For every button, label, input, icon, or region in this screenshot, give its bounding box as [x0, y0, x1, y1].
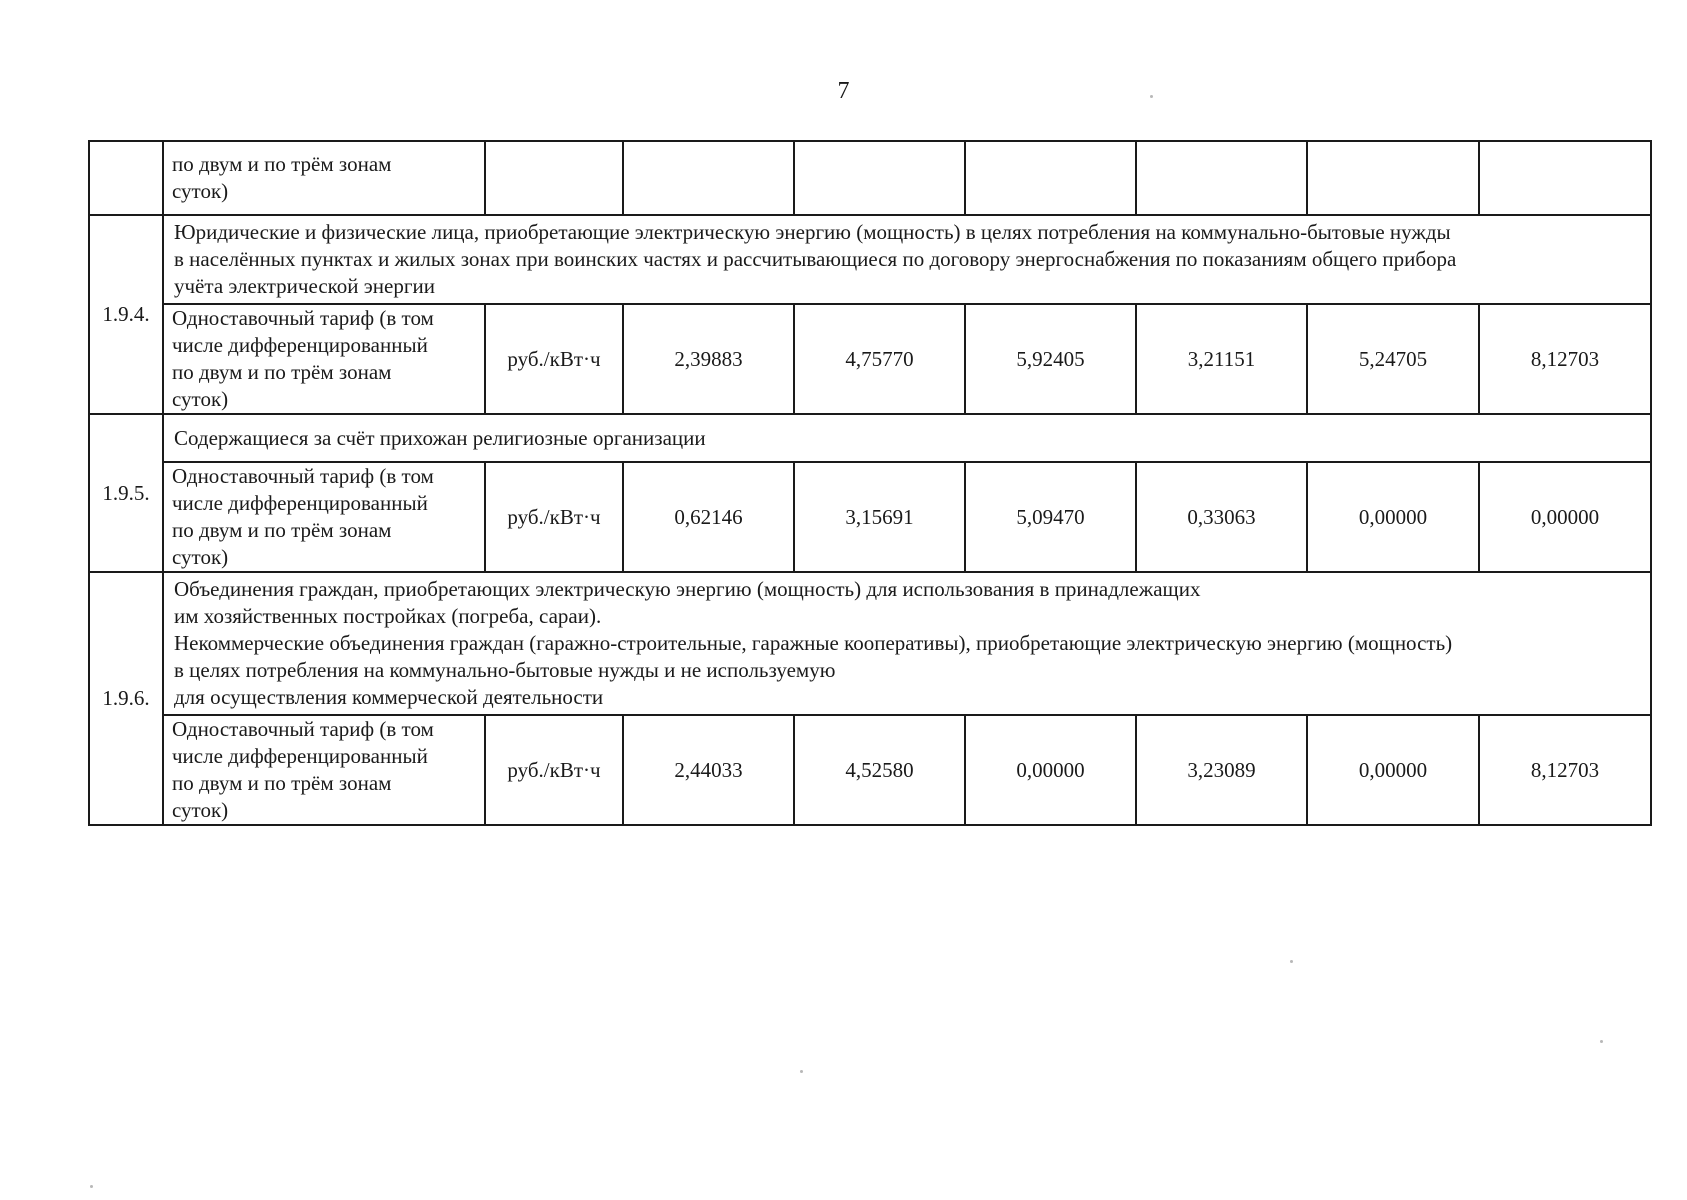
group-line: Содержащиеся за счёт прихожан религиозные организации [174, 425, 706, 450]
group-line: в целях потребления на коммунально-бытовые нужды и не используемую [174, 658, 836, 682]
value-cell [1307, 141, 1479, 215]
unit-cell: руб./кВт·ч [485, 462, 623, 572]
table-row [89, 304, 1651, 414]
value-cell: 0,00000 [1479, 462, 1651, 572]
unit-cell: руб./кВт·ч [485, 715, 623, 825]
value-cell [965, 141, 1136, 215]
unit-cell: руб./кВт·ч [485, 304, 623, 414]
group-line: Некоммерческие объединения граждан (гаражно-строительные, гаражные кооперативы), приобретающие электрическую энергию (мощность) [174, 631, 1453, 655]
group-line: учёта электрической энергии [174, 274, 435, 298]
description-line: числе дифференцированный [172, 491, 428, 515]
value-cell [1136, 141, 1307, 215]
description-line: суток) [172, 545, 229, 569]
tariff-table [88, 140, 1652, 826]
table-row [89, 462, 1651, 572]
value-cell: 3,21151 [1136, 304, 1307, 414]
description-line: суток) [172, 179, 229, 203]
scan-speck [1290, 960, 1293, 963]
description-line: Одноставочный тариф (в том [172, 717, 434, 741]
value-cell: 4,52580 [794, 715, 965, 825]
value-cell: 2,39883 [623, 304, 794, 414]
scan-speck [1600, 1040, 1603, 1043]
description-line: Одноставочный тариф (в том [172, 306, 434, 330]
value-cell: 4,75770 [794, 304, 965, 414]
section-number: 1.9.5. [89, 414, 163, 572]
tariff-description-cell [163, 462, 485, 572]
unit-cell [485, 141, 623, 215]
tariff-description-cell [163, 141, 485, 215]
description-line: по двум и по трём зонам [172, 771, 392, 795]
section-number: 1.9.6. [89, 572, 163, 825]
group-header-row [89, 414, 1651, 462]
value-cell: 2,44033 [623, 715, 794, 825]
description-line: по двум и по трём зонам [172, 360, 392, 384]
consumer-group-description [163, 414, 1651, 462]
group-header-row [89, 215, 1651, 304]
value-cell: 3,23089 [1136, 715, 1307, 825]
description-line: по двум и по трём зонам [172, 518, 392, 542]
description-line: Одноставочный тариф (в том [172, 464, 434, 488]
value-cell [1479, 141, 1651, 215]
group-line: Юридические и физические лица, приобретающие электрическую энергию (мощность) в целях потребления на коммунально-бытовые нужды [174, 220, 1451, 244]
description-line: по двум и по трём зонам [172, 152, 392, 176]
group-line: Объединения граждан, приобретающих электрическую энергию (мощность) для использования в принадлежащих [174, 577, 1201, 601]
row-number-cell [89, 141, 163, 215]
consumer-group-description [163, 215, 1651, 304]
group-line: в населённых пунктах и жилых зонах при воинских частях и рассчитывающиеся по договору энергоснабжения по показаниям общего прибора [174, 247, 1457, 271]
group-line: им хозяйственных постройках (погреба, сараи). [174, 604, 602, 628]
value-cell: 0,00000 [1307, 462, 1479, 572]
value-cell: 8,12703 [1479, 304, 1651, 414]
value-cell: 0,33063 [1136, 462, 1307, 572]
description-line: числе дифференцированный [172, 744, 428, 768]
consumer-group-description [163, 572, 1651, 715]
value-cell: 0,00000 [1307, 715, 1479, 825]
tariff-description-cell [163, 304, 485, 414]
section-number: 1.9.4. [89, 215, 163, 414]
scan-speck [800, 1070, 803, 1073]
description-line: числе дифференцированный [172, 333, 428, 357]
value-cell: 0,00000 [965, 715, 1136, 825]
group-line: для осуществления коммерческой деятельности [174, 685, 604, 709]
value-cell: 0,62146 [623, 462, 794, 572]
value-cell [623, 141, 794, 215]
description-line: суток) [172, 798, 229, 822]
value-cell: 3,15691 [794, 462, 965, 572]
scan-speck [1150, 95, 1153, 98]
tariff-description-cell [163, 715, 485, 825]
value-cell: 5,92405 [965, 304, 1136, 414]
description-line: суток) [172, 387, 229, 411]
value-cell: 5,09470 [965, 462, 1136, 572]
value-cell: 5,24705 [1307, 304, 1479, 414]
value-cell: 8,12703 [1479, 715, 1651, 825]
table-row [89, 715, 1651, 825]
page-number: 7 [837, 78, 850, 104]
table-row [89, 141, 1651, 215]
group-header-row [89, 572, 1651, 715]
value-cell [794, 141, 965, 215]
scan-speck [90, 1185, 93, 1188]
